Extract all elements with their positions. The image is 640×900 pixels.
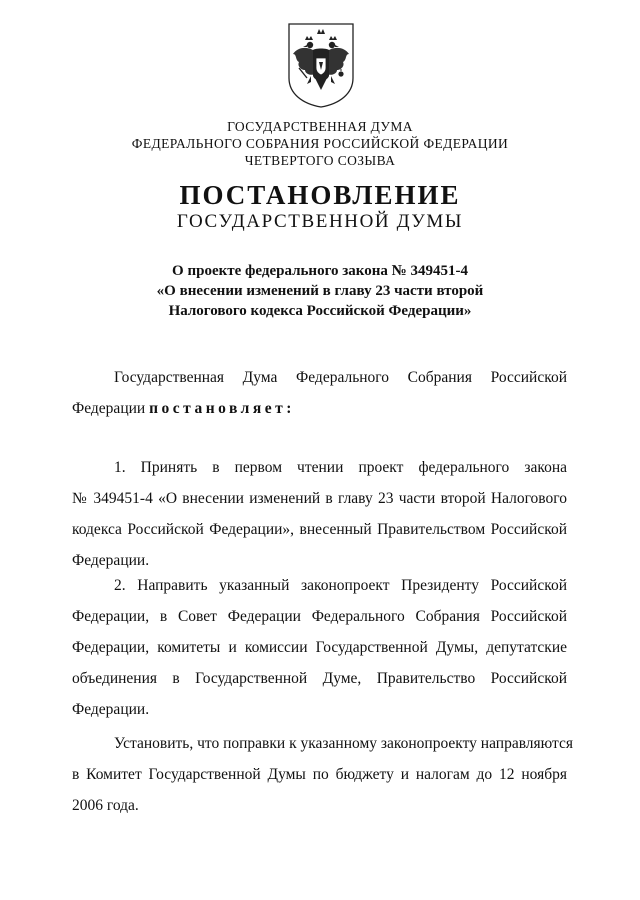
header-line-federal-assembly: ФЕДЕРАЛЬНОГО СОБРАНИЯ РОССИЙСКОЙ ФЕДЕРАЦИИ bbox=[131, 136, 509, 151]
document-subject bbox=[0, 261, 640, 321]
item-2-line-5: Федерации. bbox=[72, 701, 150, 718]
resolves-emphasis: постановляет: bbox=[149, 400, 295, 417]
document-type-title: ПОСТАНОВЛЕНИЕ bbox=[179, 180, 461, 210]
double-headed-eagle-coat-of-arms-icon bbox=[283, 20, 359, 108]
item-1-line-2: № 349451-4 «О внесении изменений в главу 23 части второй Налогового bbox=[72, 490, 567, 507]
item-1-line-3: кодекса Российской Федерации», внесенный Правительством Российской bbox=[72, 521, 567, 538]
item-3-line-1: Установить, что поправки к указанному законопроекту направляются bbox=[114, 735, 574, 752]
subject-line-3: Налогового кодекса Российской Федерации» bbox=[168, 303, 472, 319]
preamble-line-1: Государственная Дума Федерального Собрания Российской bbox=[114, 369, 567, 386]
preamble-line-2-prefix: Федерации bbox=[72, 400, 150, 417]
issuer-header bbox=[0, 118, 640, 169]
item-3-line-3: 2006 года. bbox=[72, 797, 139, 814]
subject-line-2: «О внесении изменений в главу 23 части второй bbox=[156, 283, 484, 299]
document-issuer-title: ГОСУДАРСТВЕННОЙ ДУМЫ bbox=[176, 211, 464, 232]
preamble-paragraph bbox=[72, 362, 567, 424]
item-1-line-1: 1. Принять в первом чтении проект федерального закона bbox=[114, 459, 567, 476]
preamble-line-2 bbox=[72, 393, 567, 424]
item-3-paragraph bbox=[72, 728, 574, 821]
item-2-line-3: Федерации, комитеты и комиссии Государственной Думы, депутатские bbox=[72, 639, 567, 656]
header-line-state-duma: ГОСУДАРСТВЕННАЯ ДУМА bbox=[227, 119, 413, 134]
item-2-line-4: объединения в Государственной Думе, Правительство Российской bbox=[72, 670, 567, 687]
item-2-line-1: 2. Направить указанный законопроект Президенту Российской bbox=[114, 577, 567, 594]
item-1-line-4: Федерации. bbox=[72, 552, 150, 569]
item-2-paragraph bbox=[72, 570, 567, 725]
item-3-line-2: в Комитет Государственной Думы по бюджету и налогам до 12 ноября bbox=[72, 766, 567, 783]
subject-line-1: О проекте федерального закона № 349451-4 bbox=[172, 263, 468, 279]
header-line-convocation: ЧЕТВЕРТОГО СОЗЫВА bbox=[244, 153, 396, 168]
item-1-paragraph bbox=[72, 452, 567, 576]
item-2-line-2: Федерации, в Совет Федерации Федерального Собрания Российской bbox=[72, 608, 567, 625]
